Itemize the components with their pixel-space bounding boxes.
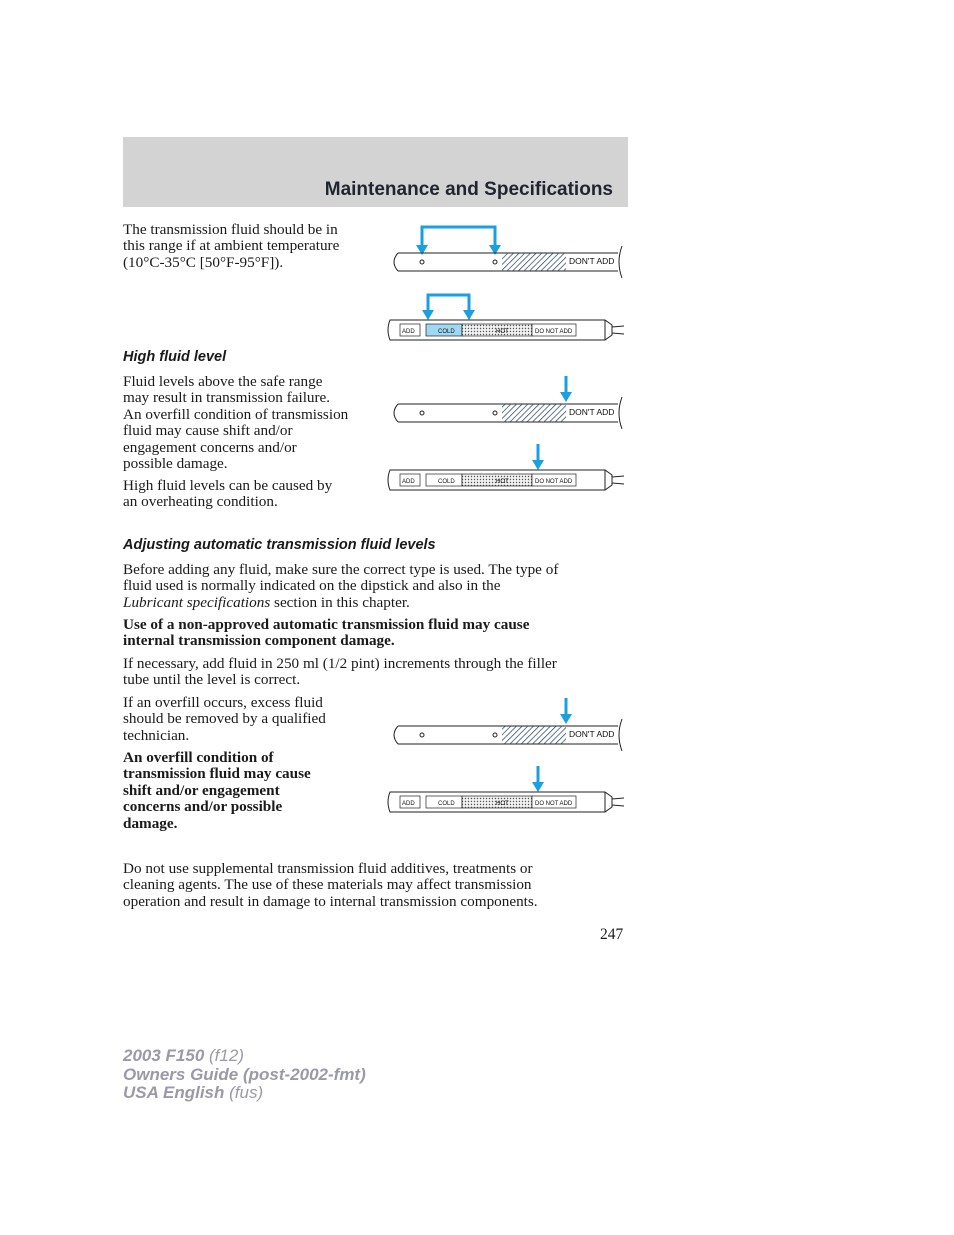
adjusting-paragraph-2: [123, 656, 557, 689]
text-line: Do not use supplemental transmission fluid additives, treatments or: [123, 860, 533, 877]
intro-paragraph: [123, 222, 339, 271]
text-line: concerns and/or possible: [123, 798, 283, 816]
intro-line: this range if at ambient temperature: [123, 237, 340, 255]
dont-add-label: DON'T ADD: [569, 729, 615, 739]
footer-model-code: (f12): [204, 1046, 244, 1065]
dipstick-a: [394, 397, 622, 429]
lubricant-specifications-reference: Lubricant specifications: [123, 593, 271, 611]
text-line: An overfill condition of: [123, 749, 274, 766]
adjusting-paragraph-1: [123, 562, 558, 611]
dont-add-label: DON'T ADD: [569, 256, 615, 266]
text-line: transmission fluid may cause: [123, 765, 311, 783]
dont-add-label: DON'T ADD: [569, 407, 615, 417]
intro-line: (10°C-35°C [50°F-95°F]).: [123, 253, 284, 271]
overfill-arrow: [560, 698, 572, 724]
dipstick-figure-normal-range: [380, 222, 630, 334]
add-label: ADD: [402, 479, 415, 485]
dipstick-b: [388, 470, 624, 490]
text-line: Fluid levels above the safe range: [123, 373, 323, 390]
high-level-arrow: [560, 376, 572, 402]
hot-label: HOT: [496, 329, 509, 335]
range-bracket-arrow: [416, 227, 501, 255]
section-title: Maintenance and Specifications: [324, 179, 613, 200]
text-line: If necessary, add fluid in 250 ml (1/2 pint) increments through the filler: [123, 655, 557, 672]
do-not-add-label: DO NOT ADD: [535, 801, 573, 807]
high-level-arrow-2: [532, 444, 544, 470]
text-line: section in this chapter.: [270, 593, 410, 611]
fluid-type-warning: [123, 617, 529, 650]
overfill-arrow-2: [532, 766, 544, 792]
text-line: technician.: [123, 726, 190, 744]
text-line: Before adding any fluid, make sure the correct type is used. The type of: [123, 561, 559, 578]
text-line: If an overfill occurs, excess fluid: [123, 694, 323, 711]
document-footer: [123, 1047, 366, 1103]
text-line: internal transmission component damage.: [123, 632, 395, 650]
add-label: ADD: [402, 801, 415, 807]
footer-model: 2003 F150: [123, 1046, 205, 1065]
intro-line: The transmission fluid should be in: [123, 221, 338, 238]
cold-label: COLD: [438, 479, 455, 485]
text-line: shift and/or engagement: [123, 781, 280, 799]
do-not-add-label: DO NOT ADD: [535, 329, 573, 335]
text-line: Use of a non-approved automatic transmission fluid may cause: [123, 616, 530, 633]
text-line: tube until the level is correct.: [123, 671, 301, 689]
text-line: engagement concerns and/or: [123, 438, 297, 456]
text-line: High fluid levels can be caused by: [123, 477, 333, 494]
high-fluid-paragraph-1: [123, 374, 348, 472]
dipstick-b: [388, 320, 624, 340]
section-header-band: [123, 137, 628, 207]
footer-language: USA English: [123, 1083, 225, 1103]
footer-guide: Owners Guide (post-2002-fmt): [123, 1064, 366, 1084]
adjusting-heading: Adjusting automatic transmission fluid levels: [123, 537, 436, 553]
dipstick-figure-overfill: [380, 698, 630, 810]
text-line: An overfill condition of transmission: [123, 405, 349, 423]
text-line: damage.: [123, 814, 178, 832]
text-line: an overheating condition.: [123, 493, 278, 511]
dipstick-a: [394, 246, 622, 278]
text-line: should be removed by a qualified: [123, 710, 326, 728]
dipstick-b: [388, 792, 624, 812]
do-not-add-label: DO NOT ADD: [535, 479, 573, 485]
text-line: may result in transmission failure.: [123, 389, 331, 407]
text-line: operation and result in damage to internal transmission components.: [123, 892, 538, 910]
add-label: ADD: [402, 329, 415, 335]
hot-label: HOT: [496, 479, 509, 485]
high-fluid-paragraph-2: [123, 478, 332, 511]
cold-label: COLD: [438, 329, 455, 335]
dipstick-a: [394, 719, 622, 751]
text-line: possible damage.: [123, 455, 228, 473]
text-line: cleaning agents. The use of these materials may affect transmission: [123, 876, 532, 894]
text-line: fluid may cause shift and/or: [123, 422, 293, 440]
high-fluid-heading: High fluid level: [123, 349, 227, 365]
cold-label: COLD: [438, 801, 455, 807]
text-line: fluid used is normally indicated on the dipstick and also in the: [123, 577, 501, 595]
footer-language-code: (fus): [224, 1083, 264, 1103]
range-bracket-arrow-2: [422, 295, 475, 320]
dipstick-figure-high-fluid: [380, 376, 630, 488]
overfill-warning: [123, 750, 311, 832]
closing-paragraph: [123, 861, 538, 910]
adjusting-paragraph-3: [123, 695, 326, 744]
hot-label: HOT: [496, 801, 509, 807]
page-number: 247: [600, 926, 624, 943]
